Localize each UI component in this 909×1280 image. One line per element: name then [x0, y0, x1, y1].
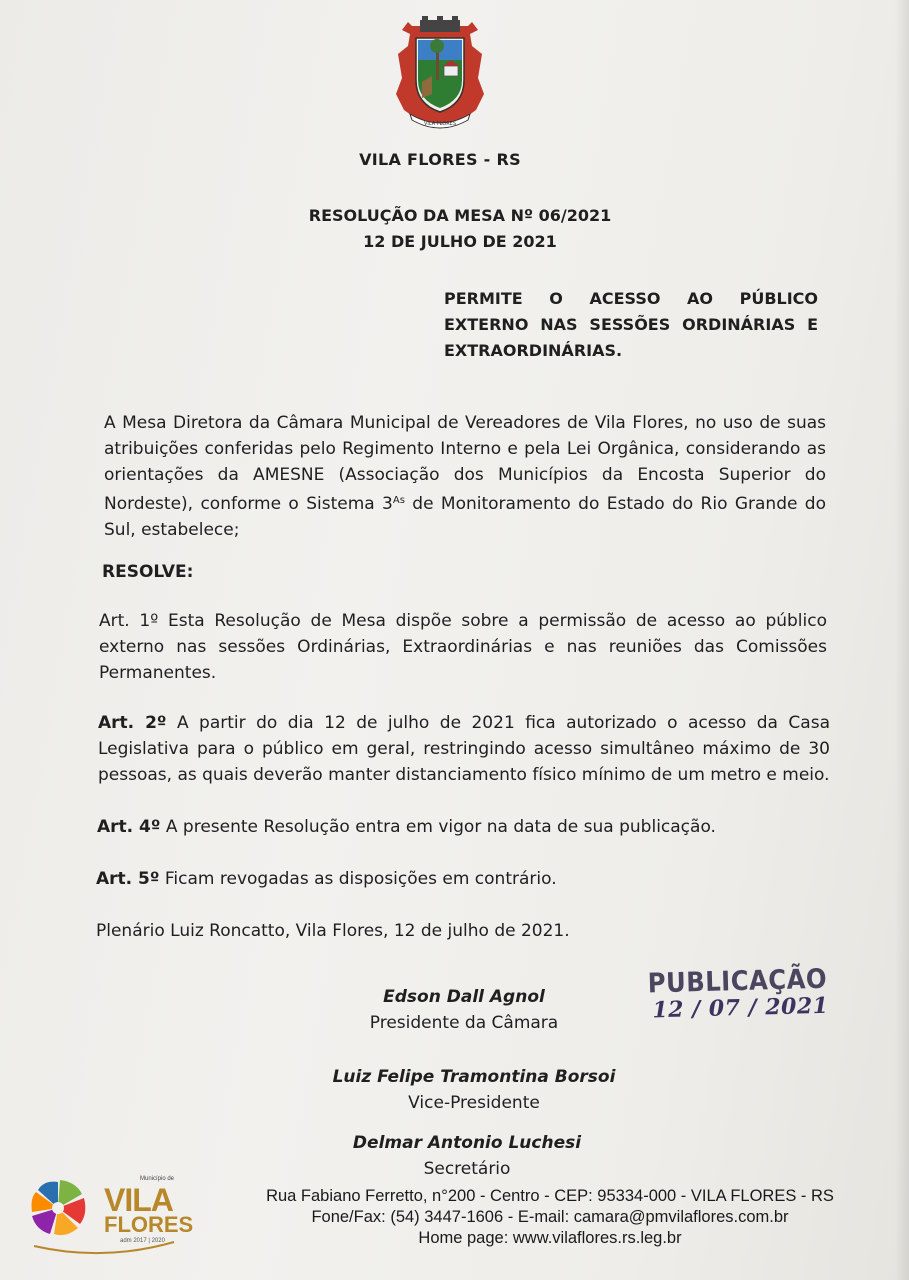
publication-stamp: [647, 964, 834, 1024]
preamble-superscript: As: [392, 495, 405, 506]
secretary-role: Secretário: [423, 1159, 511, 1179]
article-4-text: A presente Resolução entra em vigor na data de sua publicação.: [160, 817, 716, 837]
municipal-crest-icon: [392, 16, 488, 134]
article-2-text: A partir do dia 12 de julho de 2021 fica autorizado o acesso da Casa Legislativa para o público em geral, restringindo acesso simultâneo máximo de 30 pessoas, as quais deverão manter distanciamento físico mínimo de um metro e meio.: [98, 713, 830, 785]
logo-admin-period: adm 2017 | 2020: [120, 1238, 165, 1244]
preamble-paragraph: [104, 410, 826, 543]
resolution-summary: PERMITE O ACESSO AO PÚBLICO EXTERNO NAS SESSÕES ORDINÁRIAS E EXTRAORDINÁRIAS.: [444, 289, 818, 360]
preamble-text-start: A Mesa Diretora da Câmara Municipal de Vereadores de Vila Flores, no uso de suas atribuições conferidas pelo Regimento Interno e pela Lei Orgânica, considerando as orientações da AMESNE (Associação dos Municípios da Encosta Superior do Nordeste), conforme o Sistema 3: [104, 413, 826, 514]
secretary-name: Delmar Antonio Luchesi: [352, 1133, 582, 1153]
signature-secretary: [336, 1130, 598, 1182]
resolution-title: RESOLUÇÃO DA MESA Nº 06/2021: [308, 206, 612, 225]
vice-president-name: Luiz Felipe Tramontina Borsoi: [332, 1067, 616, 1087]
resolve-heading: RESOLVE:: [102, 562, 194, 582]
closing-line: Plenário Luiz Roncatto, Vila Flores, 12 de julho de 2021.: [96, 921, 570, 941]
publication-stamp-date: 12 / 07 / 2021: [652, 992, 829, 1024]
vice-president-role: Vice-Presidente: [408, 1093, 540, 1113]
logo-word-flores: FLORES: [104, 1212, 194, 1237]
president-role: Presidente da Câmara: [369, 1013, 559, 1033]
signature-president: [330, 984, 598, 1036]
president-name: Edson Dall Agnol: [383, 987, 545, 1007]
city-heading: VILA FLORES - RS: [359, 150, 521, 169]
article-1: [99, 608, 827, 686]
preamble-text-end: de Monitoramento do Estado do Rio Grande do Sul, estabelece;: [104, 494, 826, 540]
article-4: [97, 814, 825, 840]
logo-word-vila: VILA: [104, 1182, 173, 1218]
article-5: [96, 866, 824, 892]
footer-contact: [230, 1186, 870, 1249]
article-1-text: Esta Resolução de Mesa dispõe sobre a permissão de acesso ao público externo nas sessões Ordinárias, Extraordinárias e nas reuniões das Comissões Permanentes.: [99, 611, 827, 683]
article-5-label: Art. 5º: [96, 869, 160, 889]
article-2-label: Art. 2º: [98, 713, 167, 733]
footer-phone-email: Fone/Fax: (54) 3447-1606 - E-mail: camara@pmvilaflores.com.br: [311, 1208, 789, 1226]
footer-address: Rua Fabiano Ferretto, n°200 - Centro - CEP: 95334-000 - VILA FLORES - RS: [266, 1187, 834, 1205]
signature-vice-president: [318, 1064, 630, 1116]
article-1-label: Art. 1º: [99, 611, 159, 631]
article-4-label: Art. 4º: [97, 817, 161, 837]
article-5-text: Ficam revogadas as disposições em contrário.: [159, 869, 557, 889]
resolution-date: 12 DE JULHO DE 2021: [363, 232, 557, 251]
article-2: [98, 710, 830, 788]
publication-stamp-label: PUBLICAÇÃO: [647, 963, 828, 1000]
crest-text: VILA FLORES: [423, 121, 457, 127]
logo-small-text: Município de: [140, 1176, 175, 1182]
footer-homepage: Home page: www.vilaflores.rs.leg.br: [418, 1229, 682, 1247]
